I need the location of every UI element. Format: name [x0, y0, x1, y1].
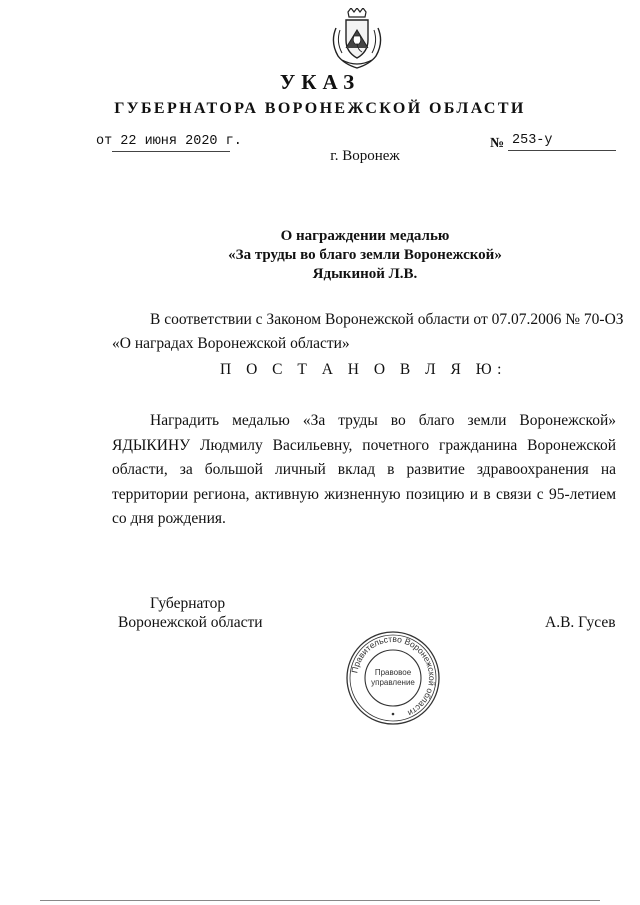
signer-position-line-1: Губернатор: [150, 595, 226, 612]
stamp-outer-text: Правительство Воронежской области: [349, 633, 438, 719]
coat-of-arms-icon: [328, 8, 386, 70]
page-bottom-line: [40, 900, 600, 901]
signer-name: А.В. Гусев: [545, 614, 616, 631]
preamble-line-1: В соответствии с Законом Воронежской области от 07.07.2006 № 70-ОЗ: [150, 311, 624, 328]
decree-date: от 22 июня 2020 г.: [96, 134, 242, 149]
city: г. Воронеж: [330, 148, 400, 164]
signer-position-line-2: Воронежской области: [118, 614, 263, 631]
document-subtitle: ГУБЕРНАТОРА ВОРОНЕЖСКОЙ ОБЛАСТИ: [114, 100, 526, 117]
decree-number: 253-у: [512, 133, 553, 148]
subject-line-3: Ядыкиной Л.В.: [312, 266, 418, 282]
number-sign: №: [490, 136, 505, 151]
decree-subject: [0, 227, 640, 284]
preamble-line-2: «О наградах Воронежской области»: [112, 335, 350, 352]
document-title: УКАЗ: [279, 70, 361, 94]
subject-line-2: «За труды во благо земли Воронежской»: [228, 247, 502, 263]
stamp-inner-line-1: Правовое: [374, 668, 412, 677]
decree-word: П О С Т А Н О В Л Я Ю:: [220, 361, 507, 378]
subject-line-1: О награждении медалью: [280, 228, 450, 244]
decree-body: Наградить медалью «За труды во благо земли Воронежской» ЯДЫКИНУ Людмилу Васильевну, почетного гражданина Воронежской области, за большой личный вклад в развитие здравоохранения на территории региона, активную жизненную позицию и в связи с 95-летием со дня рождения.: [112, 412, 616, 527]
stamp-inner-line-2: управление: [371, 678, 415, 687]
official-stamp-icon: [343, 628, 443, 728]
